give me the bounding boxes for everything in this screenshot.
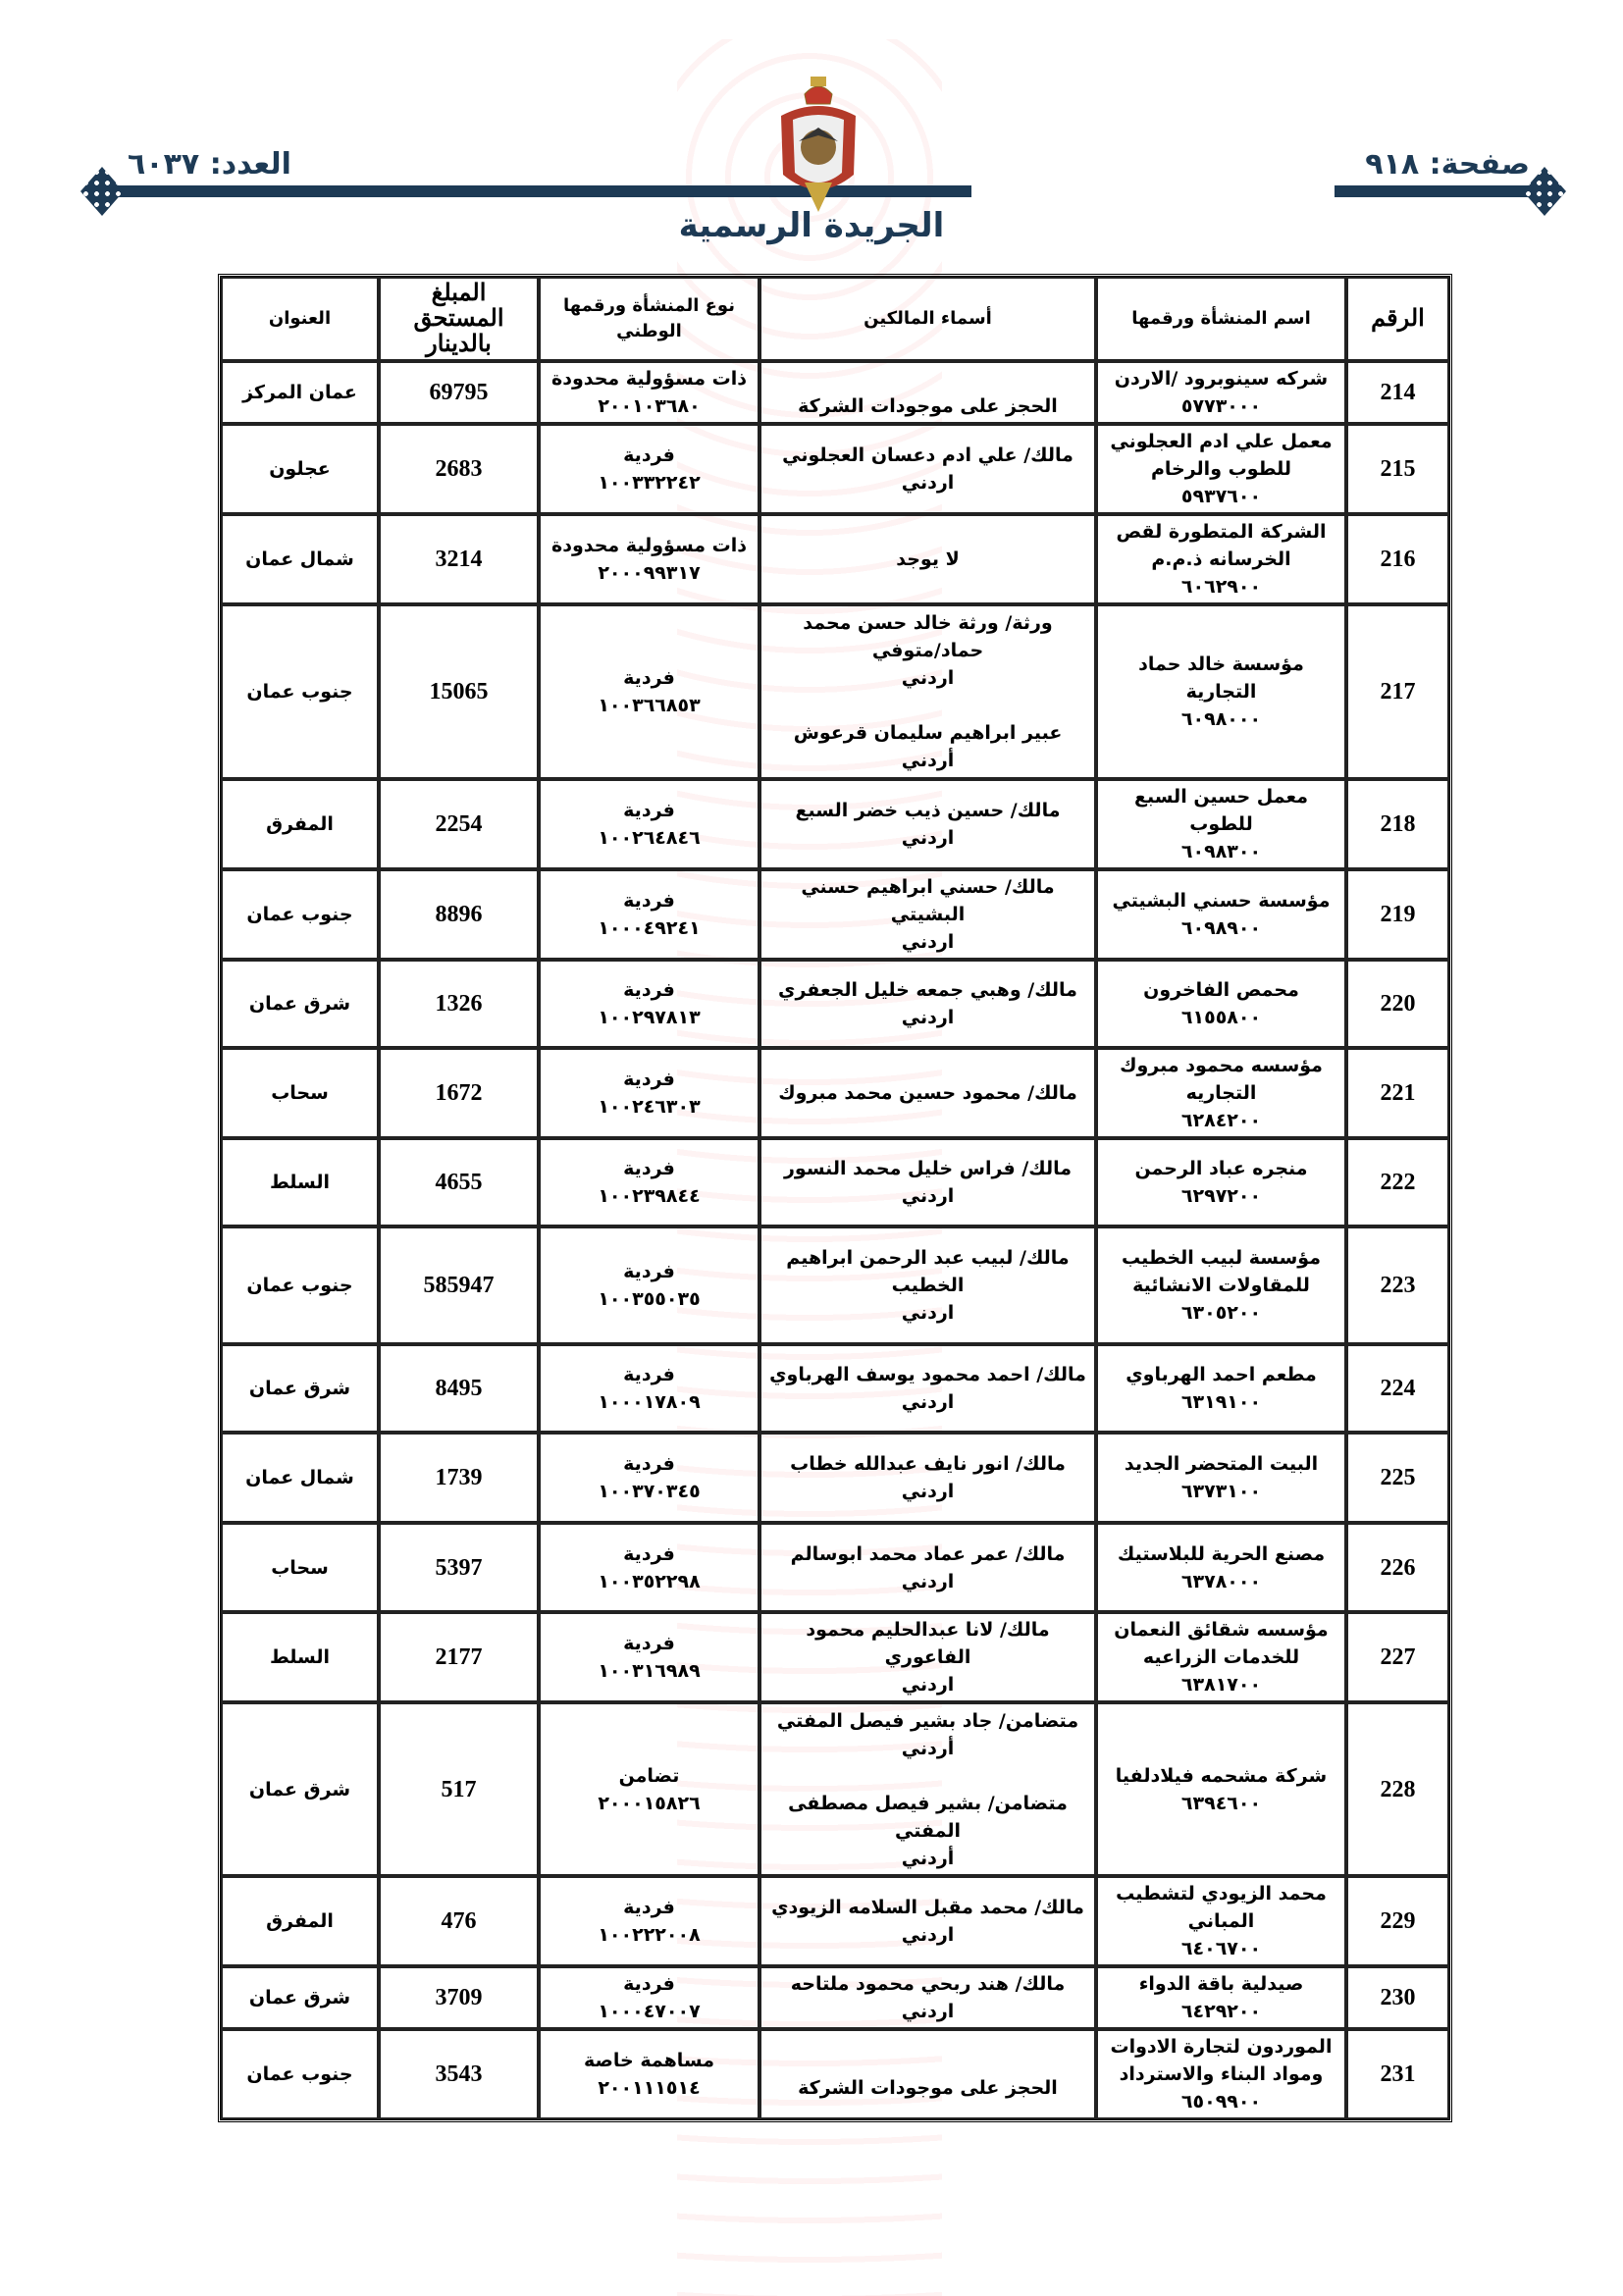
table-row [221,1433,1449,1523]
address: السلط [221,1138,379,1226]
row-number: 226 [1346,1523,1449,1612]
owner-names: مالك/ وهبي جمعه خليل الجعفري اردني [759,960,1096,1048]
table-row [221,2029,1449,2119]
address: شرق عمان [221,960,379,1048]
owner-names: مالك/ هند ربحي محمود ملتاحه اردني [759,1966,1096,2029]
row-number: 216 [1346,514,1449,604]
address: شرق عمان [221,1702,379,1876]
row-number: 225 [1346,1433,1449,1523]
establishment-type: فردية ١٠٠٣٥٢٢٩٨ [539,1523,759,1612]
address: شرق عمان [221,1344,379,1433]
col-header-amount: المبلغ المستحق بالدينار [379,277,539,361]
establishment-name: الشركة المتطورة لقص الخرسانه ذ.م.م ٦٠٦٢٩٠٠ [1096,514,1346,604]
address: جنوب عمان [221,2029,379,2119]
row-number: 224 [1346,1344,1449,1433]
establishment-type: مساهمة خاصة ٢٠٠١١١٥١٤ [539,2029,759,2119]
address: شمال عمان [221,514,379,604]
row-number: 219 [1346,869,1449,960]
row-number: 231 [1346,2029,1449,2119]
establishment-name: البيت المتحضر الجديد ٦٣٧٣١٠٠ [1096,1433,1346,1523]
address: المفرق [221,1876,379,1966]
establishment-type: فردية ١٠٠٠١٧٨٠٩ [539,1344,759,1433]
establishment-name: مصنع الحرية للبلاستيك ٦٣٧٨٠٠٠ [1096,1523,1346,1612]
establishment-type: فردية ١٠٠٠٤٩٢٤١ [539,869,759,960]
row-number: 227 [1346,1612,1449,1702]
amount-due: 69795 [379,361,539,424]
amount-due: 1326 [379,960,539,1048]
amount-due: 4655 [379,1138,539,1226]
amount-due: 3543 [379,2029,539,2119]
col-header-establishment: اسم المنشأة ورقمها [1096,277,1346,361]
amount-due: 15065 [379,604,539,779]
establishment-type: فردية ١٠٠٢٦٤٨٤٦ [539,779,759,869]
establishment-type: تضامن ٢٠٠٠١٥٨٢٦ [539,1702,759,1876]
amount-due: 517 [379,1702,539,1876]
establishment-name: محمص الفاخرون ٦١٥٥٨٠٠ [1096,960,1346,1048]
row-number: 214 [1346,361,1449,424]
establishment-type: فردية ١٠٠٣٥٥٠٣٥ [539,1226,759,1344]
establishment-type: ذات مسؤولية محدودة ٢٠٠١٠٣٦٨٠ [539,361,759,424]
row-number: 223 [1346,1226,1449,1344]
table-row [221,361,1449,424]
establishment-name: منجره عباد الرحمن ٦٢٩٧٢٠٠ [1096,1138,1346,1226]
establishment-name: محمد الزيودي لتشطيب المباني ٦٤٠٦٧٠٠ [1096,1876,1346,1966]
row-number: 228 [1346,1702,1449,1876]
establishment-type: فردية ١٠٠٣١٦٩٨٩ [539,1612,759,1702]
table-row [221,869,1449,960]
address: سحاب [221,1048,379,1138]
establishment-type: فردية ١٠٠٢٤٦٣٠٣ [539,1048,759,1138]
debtors-table [218,274,1452,2122]
coat-of-arms-icon [775,77,862,212]
table-body [221,361,1449,2119]
table-row [221,1702,1449,1876]
address: شمال عمان [221,1433,379,1523]
establishment-type: فردية ١٠٠٢٩٧٨١٣ [539,960,759,1048]
owner-names: متضامن/ جاد بشير فيصل المفتي أردني متضامن/ بشير فيصل مصطفى المفتي أردني [759,1702,1096,1876]
owner-names: مالك/ لبيب عبد الرحمن ابراهيم الخطيب اردني [759,1226,1096,1344]
table-row [221,1876,1449,1966]
establishment-type: فردية ١٠٠٠٤٧٠٠٧ [539,1966,759,2029]
establishment-name: صيدلية باقة الدواء ٦٤٢٩٢٠٠ [1096,1966,1346,2029]
publication-title: الجريدة الرسمية [678,206,945,245]
row-number: 217 [1346,604,1449,779]
table-row [221,514,1449,604]
establishment-type: فردية ١٠٠٢٣٩٨٤٤ [539,1138,759,1226]
owner-names: مالك/ لانا عبدالحليم محمود الفاعوري اردني [759,1612,1096,1702]
establishment-name: شركة مشحمه فيلادلفيا ٦٣٩٤٦٠٠ [1096,1702,1346,1876]
address: جنوب عمان [221,604,379,779]
owner-names: مالك/ انور نايف عبدالله خطاب اردني [759,1433,1096,1523]
table-row [221,1048,1449,1138]
owner-names: مالك/ حسين ذيب خضر السبع اردني [759,779,1096,869]
establishment-name: مؤسسة لبيب الخطيب للمقاولات الانشائية ٦٣٠٥٢٠٠ [1096,1226,1346,1344]
establishment-name: معمل علي ادم العجلوني للطوب والرخام ٥٩٣٧٦٠٠ [1096,424,1346,514]
address: شرق عمان [221,1966,379,2029]
address: السلط [221,1612,379,1702]
table-row [221,1966,1449,2029]
establishment-type: فردية ١٠٠٣٣٢٢٤٢ [539,424,759,514]
owner-names: مالك/ محمود حسين محمد مبروك [759,1048,1096,1138]
row-number: 215 [1346,424,1449,514]
row-number: 229 [1346,1876,1449,1966]
establishment-name: مؤسسة خالد حماد التجارية ٦٠٩٨٠٠٠ [1096,604,1346,779]
establishment-name: مؤسسة حسني البشيتي ٦٠٩٨٩٠٠ [1096,869,1346,960]
col-header-number: الرقم [1346,277,1449,361]
owner-names: الحجز على موجودات الشركة [759,361,1096,424]
address: جنوب عمان [221,869,379,960]
table-row [221,1612,1449,1702]
col-header-owners: أسماء المالكين [759,277,1096,361]
col-header-type: نوع المنشأة ورقمها الوطني [539,277,759,361]
address: جنوب عمان [221,1226,379,1344]
amount-due: 8896 [379,869,539,960]
amount-due: 3709 [379,1966,539,2029]
owner-names: لا يوجد [759,514,1096,604]
owner-names: مالك/ علي ادم دعسان العجلوني اردني [759,424,1096,514]
amount-due: 2254 [379,779,539,869]
establishment-type: فردية ١٠٠٣٦٦٨٥٣ [539,604,759,779]
amount-due: 585947 [379,1226,539,1344]
owner-names: مالك/ فراس خليل محمد النسور اردني [759,1138,1096,1226]
amount-due: 2177 [379,1612,539,1702]
establishment-type: ذات مسؤولية محدودة ٢٠٠٠٩٩٣١٧ [539,514,759,604]
owner-names: مالك/ عمر عماد محمد ابوسالم اردني [759,1523,1096,1612]
owner-names: مالك/ محمد مقبل السلامه الزيودي اردني [759,1876,1096,1966]
amount-due: 2683 [379,424,539,514]
table-row [221,424,1449,514]
table-row [221,960,1449,1048]
header-rule-right [1335,185,1531,197]
table-row [221,1344,1449,1433]
table-row [221,779,1449,869]
amount-due: 5397 [379,1523,539,1612]
page-number: صفحة: ٩١٨ [1365,147,1530,182]
amount-due: 476 [379,1876,539,1966]
table-row [221,1226,1449,1344]
table-header-row [221,277,1449,361]
issue-number: العدد: ٦٠٣٧ [128,147,291,182]
amount-due: 1739 [379,1433,539,1523]
col-header-address: العنوان [221,277,379,361]
row-number: 230 [1346,1966,1449,2029]
owner-names: الحجز على موجودات الشركة [759,2029,1096,2119]
address: المفرق [221,779,379,869]
amount-due: 3214 [379,514,539,604]
establishment-name: مؤسسه شقائق النعمان للخدمات الزراعيه ٦٣٨١٧٠٠ [1096,1612,1346,1702]
table-row [221,1523,1449,1612]
establishment-name: مؤسسه محمود مبروك التجاريه ٦٢٨٤٢٠٠ [1096,1048,1346,1138]
amount-due: 8495 [379,1344,539,1433]
address: عمان المركز [221,361,379,424]
establishment-name: مطعم احمد الهرباوي ٦٣١٩١٠٠ [1096,1344,1346,1433]
establishment-name: الموردون لتجارة الادوات ومواد البناء والاسترداد ٦٥٠٩٩٠٠ [1096,2029,1346,2119]
address: عجلون [221,424,379,514]
address: سحاب [221,1523,379,1612]
amount-due: 1672 [379,1048,539,1138]
owner-names: مالك/ احمد محمود يوسف الهرباوي اردني [759,1344,1096,1433]
row-number: 221 [1346,1048,1449,1138]
owner-names: مالك/ حسني ابراهيم حسني البشيتي اردني [759,869,1096,960]
establishment-name: شركه سينوبرود /الاردن ٥٧٧٣٠٠٠ [1096,361,1346,424]
establishment-name: معمل حسين السبع للطوب ٦٠٩٨٣٠٠ [1096,779,1346,869]
row-number: 222 [1346,1138,1449,1226]
owner-names: ورثة/ ورثة خالد حسن محمد حماد/متوفي اردني عبير ابراهيم سليمان قرعوش أردني [759,604,1096,779]
establishment-type: فردية ١٠٠٣٧٠٣٤٥ [539,1433,759,1523]
row-number: 220 [1346,960,1449,1048]
table-row [221,1138,1449,1226]
table-row [221,604,1449,779]
row-number: 218 [1346,779,1449,869]
establishment-type: فردية ١٠٠٢٢٢٠٠٨ [539,1876,759,1966]
